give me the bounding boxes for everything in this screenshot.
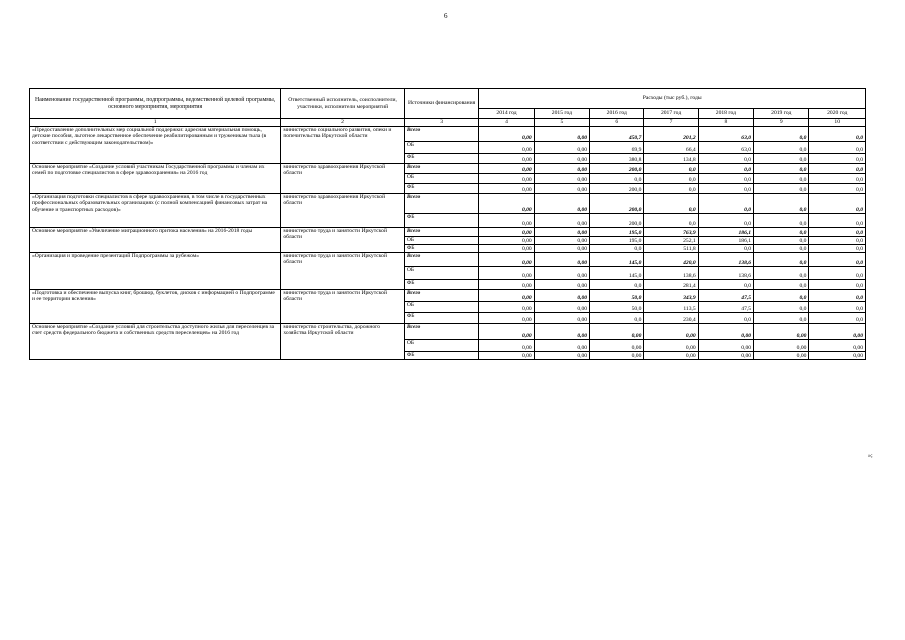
funding-source: ФБ (404, 184, 479, 194)
funding-source: ФБ (404, 352, 479, 360)
expense-value: 0,0 (809, 228, 866, 237)
expense-value: 0,00 (698, 324, 753, 340)
expense-value: 0,00 (479, 164, 534, 174)
funding-source: ФБ (404, 313, 479, 324)
event-name: «Организация и проведение презентаций Подпрограммы за рубежом» (30, 253, 281, 290)
expense-value: 0,00 (534, 245, 589, 253)
expense-value: 138,6 (698, 253, 753, 267)
expense-value: 0,0 (809, 245, 866, 253)
expense-value: 0,00 (534, 267, 589, 280)
funding-source: ОБ (404, 340, 479, 352)
funding-source: ФБ (404, 214, 479, 228)
expense-value: 0,00 (754, 324, 809, 340)
funding-source: ОБ (404, 142, 479, 154)
expense-value: 0,0 (809, 280, 866, 290)
expense-value: 0,0 (754, 154, 809, 164)
event-executor: министерство труда и занятости Иркутской области (281, 290, 405, 324)
expense-value: 0,00 (479, 154, 534, 164)
expense-value: 0,00 (534, 313, 589, 324)
expense-value: 0,0 (590, 280, 644, 290)
header-name: Наименование государственной программы, подпрограммы, ведомственной целевой программы, основного мероприятия, мероприятия (30, 89, 281, 119)
column-index: 6 (590, 119, 644, 127)
expense-value: 200,0 (590, 214, 644, 228)
expense-value: 0,0 (698, 164, 753, 174)
expense-value: 0,0 (754, 267, 809, 280)
expense-value: 511,8 (644, 245, 698, 253)
expense-value: 138,6 (698, 267, 753, 280)
header-year: 2014 год (479, 109, 534, 119)
expense-value: 763,9 (644, 228, 698, 237)
funding-source: ФБ (404, 154, 479, 164)
expense-value: 63,0 (698, 142, 753, 154)
expense-value: 0,0 (809, 164, 866, 174)
header-year: 2016 год (590, 109, 644, 119)
expense-value: 0,00 (698, 340, 753, 352)
expense-value: 0,00 (644, 324, 698, 340)
expense-value: 0,0 (644, 164, 698, 174)
expense-value: 0,0 (644, 174, 698, 184)
expense-value: 200,0 (590, 184, 644, 194)
expense-value: 0,00 (479, 127, 534, 142)
expense-value: 145,0 (590, 267, 644, 280)
event-name: Основное мероприятие «Создание условий для строительства доступного жилья для переселенцев за счет средств федерального бюджета и собственных средств переселенцев» на 2016 год (30, 324, 281, 360)
expense-value: 0,0 (754, 245, 809, 253)
expense-value: 0,0 (754, 174, 809, 184)
expense-value: 0,0 (809, 253, 866, 267)
expense-value: 186,1 (698, 237, 753, 245)
expense-value: 0,0 (698, 154, 753, 164)
expense-value: 0,0 (590, 313, 644, 324)
expense-value: 0,00 (479, 313, 534, 324)
expense-value: 0,0 (754, 184, 809, 194)
column-index: 10 (809, 119, 866, 127)
expense-value: 0,00 (479, 214, 534, 228)
expense-value: 0,00 (479, 245, 534, 253)
funding-source: Всего (404, 228, 479, 237)
expense-value: 113,5 (644, 302, 698, 313)
expense-value: 47,5 (698, 290, 753, 302)
expense-value: 50,0 (590, 290, 644, 302)
table-row (30, 324, 866, 340)
expense-value: 0,00 (479, 267, 534, 280)
funding-source: Всего (404, 194, 479, 214)
header-year: 2017 год (644, 109, 698, 119)
column-index: 3 (404, 119, 479, 127)
expense-value: 63,0 (698, 127, 753, 142)
expense-value: 343,9 (644, 290, 698, 302)
expense-value: 0,0 (809, 237, 866, 245)
funding-source: Всего (404, 164, 479, 174)
expense-value: 145,0 (590, 253, 644, 267)
event-executor: министерство строительства, дорожного хозяйства Иркутской области (281, 324, 405, 360)
expense-value: 0,0 (754, 313, 809, 324)
expense-value: 0,00 (479, 340, 534, 352)
expense-value: 0,00 (534, 154, 589, 164)
expense-value: 0,0 (590, 245, 644, 253)
funding-source: ОБ (404, 237, 479, 245)
expense-value: 0,00 (479, 184, 534, 194)
expense-value: 186,1 (698, 228, 753, 237)
event-executor: министерство социального развития, опеки и попечительства Иркутской области (281, 127, 405, 164)
expense-value: 0,00 (590, 340, 644, 352)
funding-source: Всего (404, 127, 479, 142)
column-index: 8 (698, 119, 753, 127)
expense-value: 0,0 (754, 302, 809, 313)
expense-value: 0,00 (534, 184, 589, 194)
expense-value: 0,00 (534, 280, 589, 290)
expense-value: 134,8 (644, 154, 698, 164)
column-index: 5 (534, 119, 589, 127)
table-row (30, 164, 866, 174)
expense-value: 0,00 (754, 352, 809, 360)
expense-value: 0,00 (534, 324, 589, 340)
expense-value: 0,00 (698, 352, 753, 360)
funding-source: ФБ (404, 280, 479, 290)
expense-value: 380,8 (590, 154, 644, 164)
expense-value: 0,0 (809, 174, 866, 184)
expense-value: 0,0 (809, 313, 866, 324)
expense-value: 0,0 (809, 267, 866, 280)
expense-value: 0,0 (698, 194, 753, 214)
expense-value: 0,00 (479, 174, 534, 184)
header-sources: Источники финансирования (404, 89, 479, 119)
expense-value: 0,0 (809, 214, 866, 228)
column-index: 9 (754, 119, 809, 127)
expense-value: 0,0 (754, 142, 809, 154)
expense-value: 0,00 (534, 127, 589, 142)
expense-value: 0,0 (809, 142, 866, 154)
table-row (30, 253, 866, 267)
expense-value: 230,4 (644, 313, 698, 324)
expense-value: 0,00 (644, 340, 698, 352)
table-row (30, 127, 866, 142)
closing-quote: »; (868, 453, 873, 459)
expense-value: 0,00 (809, 324, 866, 340)
funding-source: ОБ (404, 302, 479, 313)
expense-value: 0,00 (534, 340, 589, 352)
event-executor: министерство труда и занятости Иркутской области (281, 228, 405, 253)
expense-value: 0,00 (644, 352, 698, 360)
expense-value: 0,00 (479, 142, 534, 154)
expense-value: 200,0 (590, 194, 644, 214)
expense-value: 0,00 (479, 280, 534, 290)
header-year: 2019 год (754, 109, 809, 119)
expense-value: 0,0 (754, 253, 809, 267)
expense-value: 0,00 (534, 214, 589, 228)
expense-value: 281,4 (644, 280, 698, 290)
expense-value: 50,0 (590, 302, 644, 313)
expense-value: 0,00 (590, 352, 644, 360)
expense-value: 0,00 (809, 352, 866, 360)
expense-value: 0,00 (534, 253, 589, 267)
column-index: 7 (644, 119, 698, 127)
expense-value: 0,00 (534, 142, 589, 154)
expense-value: 252,1 (644, 237, 698, 245)
expense-value: 0,0 (698, 214, 753, 228)
expense-value: 0,0 (754, 164, 809, 174)
funding-source: Всего (404, 290, 479, 302)
expense-value: 0,00 (479, 228, 534, 237)
expense-value: 0,00 (534, 174, 589, 184)
expense-value: 195,0 (590, 237, 644, 245)
expense-value: 138,6 (644, 267, 698, 280)
event-name: Основное мероприятие «Увеличение миграционного притока населения» на 2016-2018 годы (30, 228, 281, 253)
expense-value: 0,00 (479, 194, 534, 214)
expense-value: 0,0 (809, 194, 866, 214)
event-name: «Организация подготовки специалистов в сфере здравоохранения, в том числе в государственных профессиональных образовательных организациях (с полной компенсацией финансовых затрат на обучение и транспортных расходов)» (30, 194, 281, 228)
expense-value: 0,00 (809, 340, 866, 352)
header-year: 2020 год (809, 109, 866, 119)
funding-source: ОБ (404, 267, 479, 280)
event-name: Основное мероприятие «Создание условий участникам Государственной программы и членам их семей по подготовке специалистов в сфере здравоохранения» на 2016 год (30, 164, 281, 194)
expense-value: 0,0 (644, 214, 698, 228)
expense-value: 0,0 (754, 228, 809, 237)
expense-value: 0,0 (644, 184, 698, 194)
expense-value: 0,00 (590, 324, 644, 340)
expense-value: 0,00 (479, 352, 534, 360)
column-index: 1 (30, 119, 281, 127)
page-number: 6 (444, 12, 448, 20)
expense-value: 0,0 (809, 154, 866, 164)
table-row (30, 194, 866, 214)
column-index: 2 (281, 119, 405, 127)
expense-value: 0,00 (534, 194, 589, 214)
expense-value: 0,0 (809, 184, 866, 194)
expense-value: 0,0 (698, 313, 753, 324)
expense-value: 0,0 (644, 194, 698, 214)
header-year: 2015 год (534, 109, 589, 119)
expense-value: 0,00 (479, 302, 534, 313)
expense-value: 0,0 (698, 280, 753, 290)
expense-value: 0,0 (698, 245, 753, 253)
header-year: 2018 год (698, 109, 753, 119)
expense-value: 195,0 (590, 228, 644, 237)
column-index: 4 (479, 119, 534, 127)
expense-value: 0,0 (809, 290, 866, 302)
expense-value: 0,0 (590, 174, 644, 184)
expense-value: 66,4 (644, 142, 698, 154)
event-name: «Предоставление дополнительных мер социальной поддержки: адресная материальная помощь, детские пособия, льготное лекарственное обеспечение реабилитированным и труженикам тыла (в соответствии с действующим законодательством)» (30, 127, 281, 164)
expense-value: 0,0 (809, 302, 866, 313)
expense-value: 0,00 (534, 290, 589, 302)
expense-value: 200,0 (590, 164, 644, 174)
event-name: «Подготовка и обеспечение выпуска книг, брошюр, буклетов, дисков с информацией о Подпрограмме и ее территории вселения» (30, 290, 281, 324)
expense-value: 0,0 (698, 174, 753, 184)
table-row (30, 228, 866, 237)
expense-value: 0,00 (479, 324, 534, 340)
table-row (30, 290, 866, 302)
expense-value: 69,9 (590, 142, 644, 154)
expense-value: 0,00 (754, 340, 809, 352)
event-executor: министерство здравоохранения Иркутской области (281, 164, 405, 194)
expense-value: 0,0 (754, 237, 809, 245)
expense-value: 0,0 (698, 184, 753, 194)
expense-value: 0,00 (479, 290, 534, 302)
expense-value: 0,0 (754, 280, 809, 290)
expense-value: 0,00 (534, 228, 589, 237)
header-executor: Ответственный исполнитель, соисполнители, участники, исполнители мероприятий (281, 89, 405, 119)
funding-source: Всего (404, 324, 479, 340)
expense-value: 0,0 (754, 214, 809, 228)
expense-value: 0,0 (754, 127, 809, 142)
expense-value: 47,5 (698, 302, 753, 313)
expense-value: 0,00 (534, 352, 589, 360)
expense-value: 0,00 (534, 302, 589, 313)
expenses-table (29, 88, 866, 360)
expense-value: 0,0 (809, 127, 866, 142)
header-expenses: Расходы (тыс руб.), годы (479, 89, 866, 109)
event-executor: министерство труда и занятости Иркутской области (281, 253, 405, 290)
event-executor: министерство здравоохранения Иркутской области (281, 194, 405, 228)
expense-value: 0,00 (479, 237, 534, 245)
expense-value: 0,00 (534, 237, 589, 245)
expense-value: 201,2 (644, 127, 698, 142)
expense-value: 450,7 (590, 127, 644, 142)
expense-value: 0,00 (479, 253, 534, 267)
funding-source: ОБ (404, 174, 479, 184)
funding-source: ФБ (404, 245, 479, 253)
expense-value: 0,0 (754, 194, 809, 214)
funding-source: Всего (404, 253, 479, 267)
expense-value: 0,00 (534, 164, 589, 174)
expense-value: 0,0 (754, 290, 809, 302)
expense-value: 420,0 (644, 253, 698, 267)
